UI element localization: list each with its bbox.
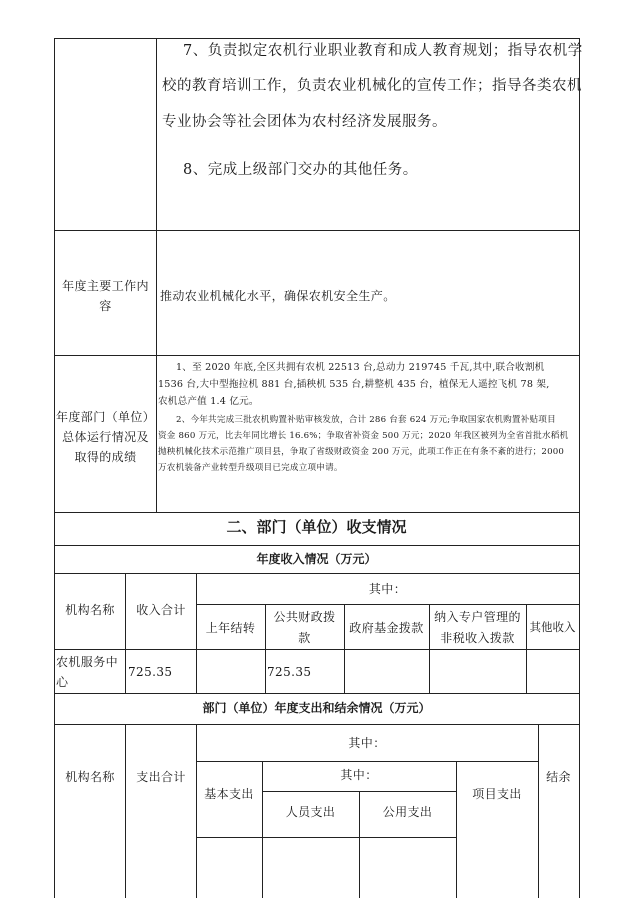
- overall-p2-line4: 万农机装备产业转型升级项目已完成立项申请。: [158, 463, 343, 473]
- annual-work-label-line2: 容: [99, 299, 112, 313]
- income-header-nontax-l2: 非税收入拨款: [440, 631, 515, 645]
- income-table-title: 年度收入情况（万元）: [256, 552, 377, 566]
- overall-label-line2: 总体运行情况及: [62, 430, 149, 444]
- row-separator: [54, 649, 579, 650]
- income-header-public-finance-l2: 款: [298, 631, 311, 645]
- duty-8: 8、完成上级部门交办的其他任务。: [183, 162, 418, 178]
- row-separator: [196, 837, 262, 838]
- col-divider: [359, 837, 360, 898]
- row-separator: [54, 573, 579, 574]
- overall-p2-line3: 抛秧机械化技术示范推广项目县，争取了省级财政资金 200 万元，此项工作正在有条不紊的进行；2000: [158, 447, 565, 457]
- section-2-title: 二、部门（单位）收支情况: [226, 518, 407, 536]
- overall-p1-line2: 1536 台,大中型拖拉机 881 台,插秧机 535 台,耕整机 435 台，植保无人遥控飞机 78 架,: [158, 379, 550, 390]
- overall-p1-line3: 农机总产值 1.4 亿元。: [158, 396, 259, 407]
- annual-work-content: 推动农业机械化水平，确保农机安全生产。: [160, 289, 396, 303]
- table-left-border: [54, 38, 55, 898]
- income-header-gov-fund: 政府基金拨款: [349, 621, 424, 635]
- overall-p2-line1: 2、今年共完成三批农机购置补贴审核发放，合计 286 台套 624 万元;争取国家农机购置补贴项目: [176, 415, 556, 425]
- expense-header-of-which-2: 其中：: [340, 768, 378, 782]
- table-top-border: [54, 38, 579, 39]
- overall-p1-line1: 1、至 2020 年底,全区共拥有农机 22513 台,总动力 219745 千瓦,其中,联合收割机: [176, 362, 545, 373]
- annual-work-label-line1: 年度主要工作内: [62, 279, 149, 293]
- col-divider: [125, 724, 126, 898]
- duty-7-line1: 7、负责拟定农机行业职业教育和成人教育规划；指导农机学: [183, 43, 583, 59]
- label-column-divider: [156, 38, 157, 512]
- income-header-prior-year: 上年结转: [205, 621, 256, 635]
- table-right-border: [579, 38, 580, 898]
- expense-table-title: 部门（单位）年度支出和结余情况（万元）: [202, 701, 431, 715]
- row-separator: [196, 604, 579, 605]
- expense-header-basic: 基本支出: [204, 787, 254, 801]
- expense-header-project: 项目支出: [472, 787, 522, 801]
- expense-header-of-which: 其中：: [348, 736, 386, 750]
- duty-7-line3: 专业协会等社会团体为农村经济发展服务。: [162, 114, 447, 130]
- row-separator: [54, 724, 579, 725]
- expense-header-balance: 结余: [546, 770, 571, 784]
- col-divider: [538, 724, 539, 898]
- expense-header-org: 机构名称: [65, 770, 115, 784]
- col-divider: [456, 761, 457, 898]
- row-separator: [54, 355, 579, 356]
- expense-header-personnel: 人员支出: [285, 805, 336, 819]
- row-separator: [54, 512, 579, 513]
- income-header-total: 收入合计: [136, 603, 186, 617]
- row-separator: [54, 693, 579, 694]
- income-header-public-finance-l1: 公共财政拨: [273, 610, 336, 624]
- expense-header-public-use: 公用支出: [382, 805, 433, 819]
- row-separator: [196, 761, 538, 762]
- income-row-org-l2: 心: [56, 675, 69, 689]
- col-divider: [125, 573, 126, 693]
- expense-header-total: 支出合计: [136, 770, 186, 784]
- income-header-nontax-l1: 纳入专户管理的: [434, 610, 521, 624]
- income-row-public-finance: 725.35: [267, 665, 312, 679]
- col-divider: [196, 724, 197, 898]
- overall-p2-line2: 资金 860 万元，比去年同比增长 16.6%；争取省补资金 500 万元；2020 年我区被列为全省首批水稻机: [158, 431, 569, 441]
- row-separator: [54, 230, 579, 231]
- row-separator: [54, 545, 579, 546]
- overall-label-line3: 取得的成绩: [74, 450, 137, 464]
- income-row-org-l1: 农机服务中: [56, 655, 119, 669]
- duty-7-line2: 校的教育培训工作，负责农业机械化的宣传工作；指导各类农机: [162, 78, 582, 94]
- overall-label-line1: 年度部门（单位）: [56, 410, 156, 424]
- income-row-total: 725.35: [128, 665, 173, 679]
- income-header-other: 其他收入: [529, 620, 576, 634]
- income-header-org: 机构名称: [65, 603, 115, 617]
- col-divider: [262, 761, 263, 898]
- income-header-of-which: 其中：: [368, 582, 407, 596]
